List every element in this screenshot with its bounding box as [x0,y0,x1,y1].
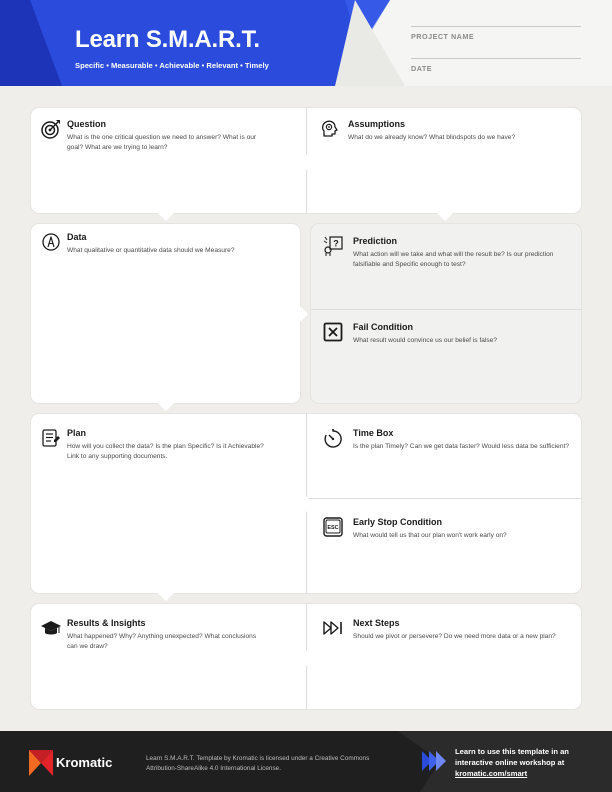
page-title: Learn S.M.A.R.T. [75,26,260,53]
date-field[interactable]: DATE [411,58,581,73]
time-box-title: Time Box [353,428,394,438]
assumptions-title: Assumptions [348,119,406,129]
time-box-desc: Is the plan Timely? Can we get data faster? Would less data be sufficient? [353,443,570,450]
question-desc: What is the one critical question we need to answer? What is our goal? What are we trying to learn? [67,134,257,151]
head-gear-icon [320,119,340,139]
fail-condition-desc: What result would convince us our belief is false? [353,337,498,344]
prediction-icon [323,236,343,256]
cta-text: Learn to use this template in an interactive online workshop at [455,747,569,767]
brand-name: Kromatic [56,755,113,770]
esc-key-label: ESC [327,525,339,531]
data-gauge-icon [41,232,61,252]
early-stop-title: Early Stop Condition [353,517,442,527]
card-pointer [437,213,453,221]
early-stop-desc: What would tell us that our plan won't work early on? [353,532,507,539]
assumptions-desc: What do we already know? What blindspots do we have? [348,134,516,141]
page-footer [0,731,612,792]
card-pointer [158,593,174,601]
data-desc: What qualitative or quantitative data should we Measure? [67,247,235,254]
card-pointer [158,403,174,411]
fail-condition-title: Fail Condition [353,322,413,332]
close-box-icon [323,322,343,342]
card-pointer [306,496,314,512]
fast-forward-icon [323,618,343,638]
stopwatch-icon [323,428,343,448]
question-title: Question [67,119,107,129]
workshop-cta [455,746,605,779]
results-desc: What happened? Why? Anything unexpected? What conclusions can we draw? [67,633,257,650]
project-name-field[interactable]: PROJECT NAME [411,26,581,41]
divider [310,309,582,310]
next-steps-desc: Should we pivot or persevere? Do we need more data or a new plan? [353,633,556,640]
plan-title: Plan [67,428,87,438]
next-steps-title: Next Steps [353,618,400,628]
results-title: Results & Insights [67,618,146,628]
workshop-link[interactable]: kromatic.com/smart [455,769,528,778]
plan-desc: How will you collect the data? Is the plan Specific? Is it Achievable? Link to any supporting documents. [67,443,264,460]
page-subtitle: Specific • Measurable • Achievable • Relevant • Timely [75,61,269,70]
card-pointer [300,306,308,322]
graduation-cap-icon [41,618,61,638]
checklist-icon [41,428,61,448]
target-icon [41,119,61,139]
kromatic-logo-icon [29,750,53,776]
prediction-desc: What action will we take and what will the result be? Is our prediction falsifiable and Specific enough to test? [353,251,554,268]
prediction-title: Prediction [353,236,398,246]
card-pointer [306,154,314,170]
data-title: Data [67,232,87,242]
card-pointer [306,650,314,666]
divider [306,498,582,499]
card-pointer [158,213,174,221]
svg-text:?: ? [333,238,339,249]
esc-key-icon [323,517,343,537]
license-text: Learn S.M.A.R.T. Template by Kromatic is licensed under a Creative Commons Attribution-ShareAlike 4.0 International License. [146,755,370,772]
page-header [0,0,612,86]
